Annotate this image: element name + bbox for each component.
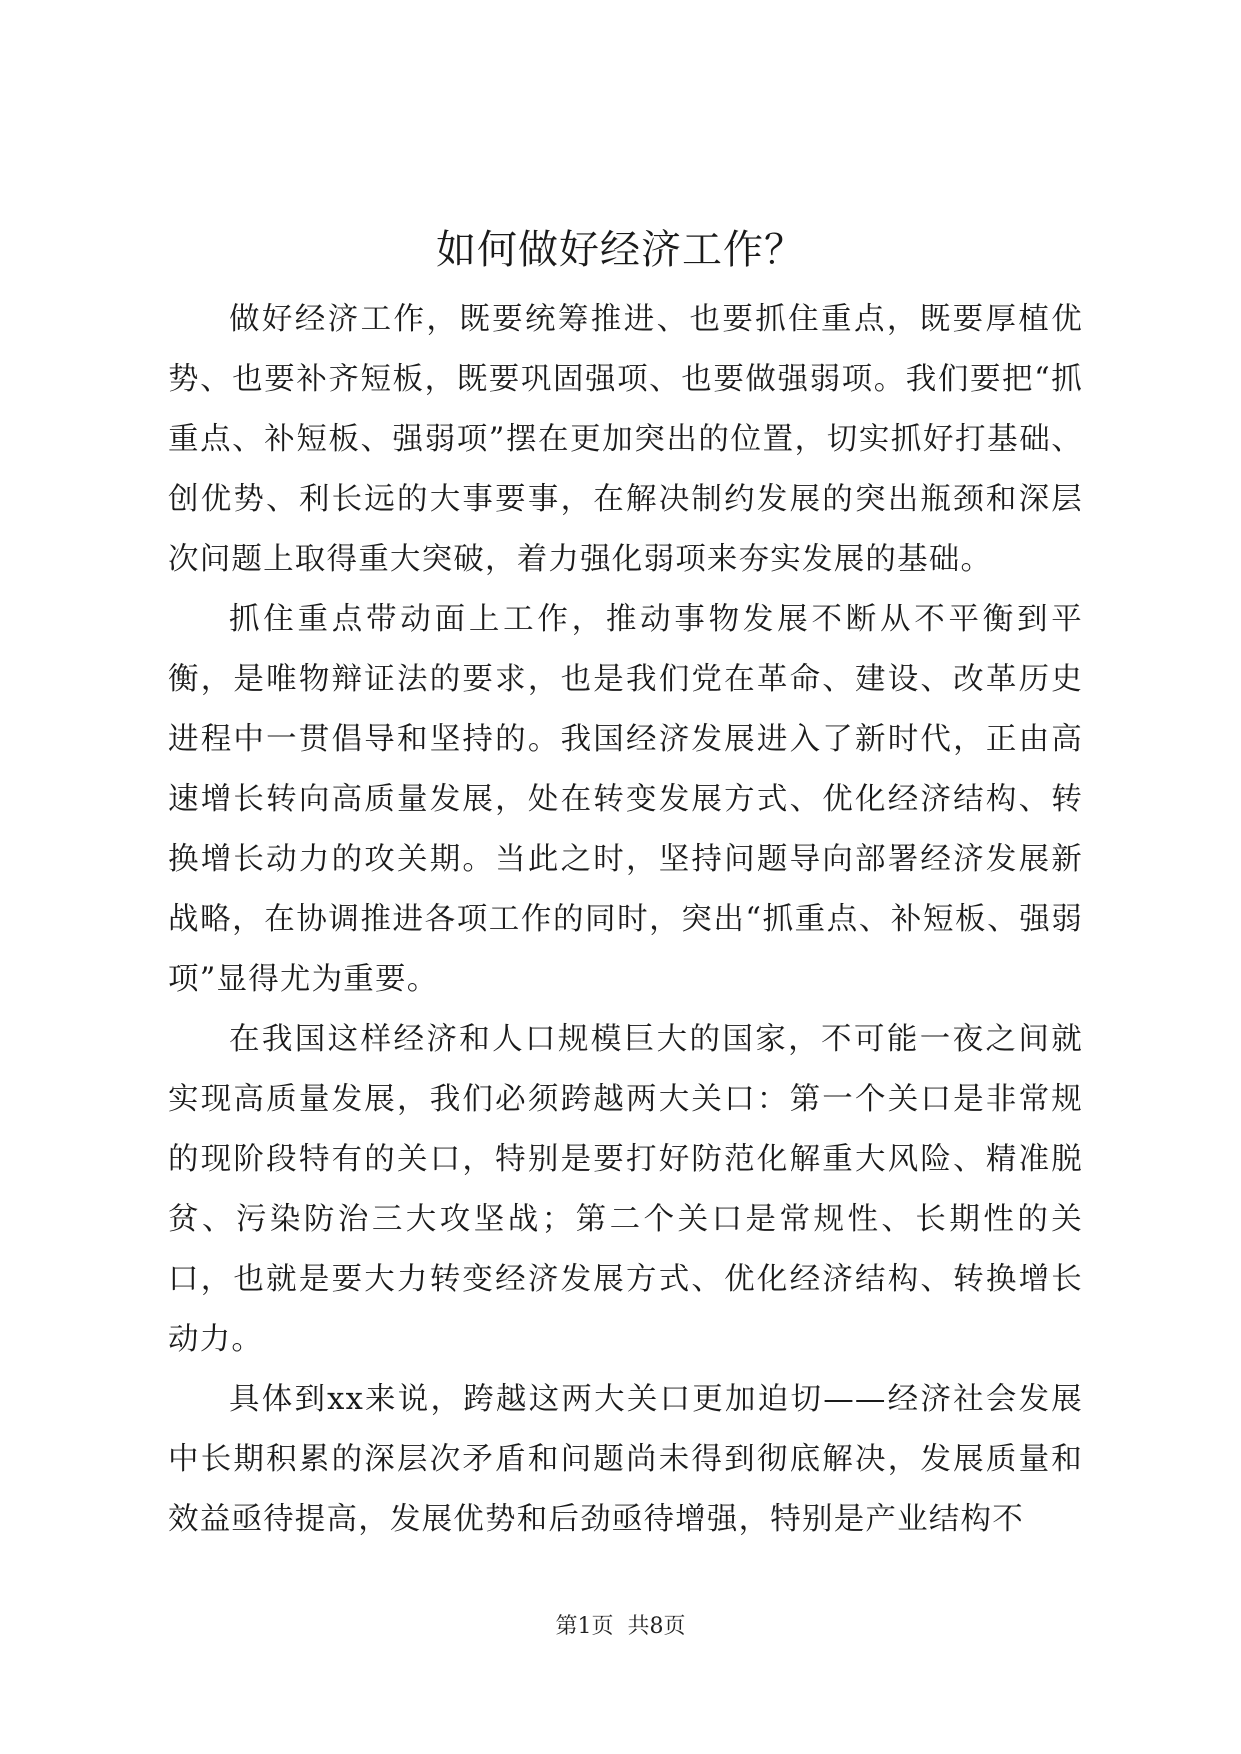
paragraph: 在我国这样经济和人口规模巨大的国家，不可能一夜之间就实现高质量发展，我们必须跨越两大关口：第一个关口是非常规的现阶段特有的关口，特别是要打好防范化解重大风险、精准脱贫、污染防治三大攻坚战；第二个关口是常规性、长期性的关口，也就是要大力转变经济发展方式、优化经济结构、转换增长动力。 xyxy=(168,1022,1083,1357)
page-footer xyxy=(0,1612,1241,1642)
paragraph: 具体到xx来说，跨越这两大关口更加迫切——经济社会发展中长期积累的深层次矛盾和问题尚未得到彻底解决，发展质量和效益亟待提高，发展优势和后劲亟待增强，特别是产业结构不 xyxy=(168,1382,1083,1537)
page-number: 第1页 xyxy=(555,1614,614,1639)
document-title: 如何做好经济工作？ xyxy=(436,227,805,273)
paragraph: 抓住重点带动面上工作，推动事物发展不断从不平衡到平衡，是唯物辩证法的要求，也是我们党在革命、建设、改革历史进程中一贯倡导和坚持的。我国经济发展进入了新时代，正由高速增长转向高质量发展，处在转变发展方式、优化经济结构、转换增长动力的攻关期。当此之时，坚持问题导向部署经济发展新战略，在协调推进各项工作的同时，突出“抓重点、补短板、强弱项”显得尤为重要。 xyxy=(168,602,1083,997)
paragraph: 做好经济工作，既要统筹推进、也要抓住重点，既要厚植优势、也要补齐短板，既要巩固强项、也要做强弱项。我们要把“抓重点、补短板、强弱项”摆在更加突出的位置，切实抓好打基础、创优势、利长远的大事要事，在解决制约发展的突出瓶颈和深层次问题上取得重大突破，着力强化弱项来夯实发展的基础。 xyxy=(168,302,1083,577)
document-body xyxy=(168,290,1083,1550)
page-total: 共8页 xyxy=(627,1614,686,1639)
